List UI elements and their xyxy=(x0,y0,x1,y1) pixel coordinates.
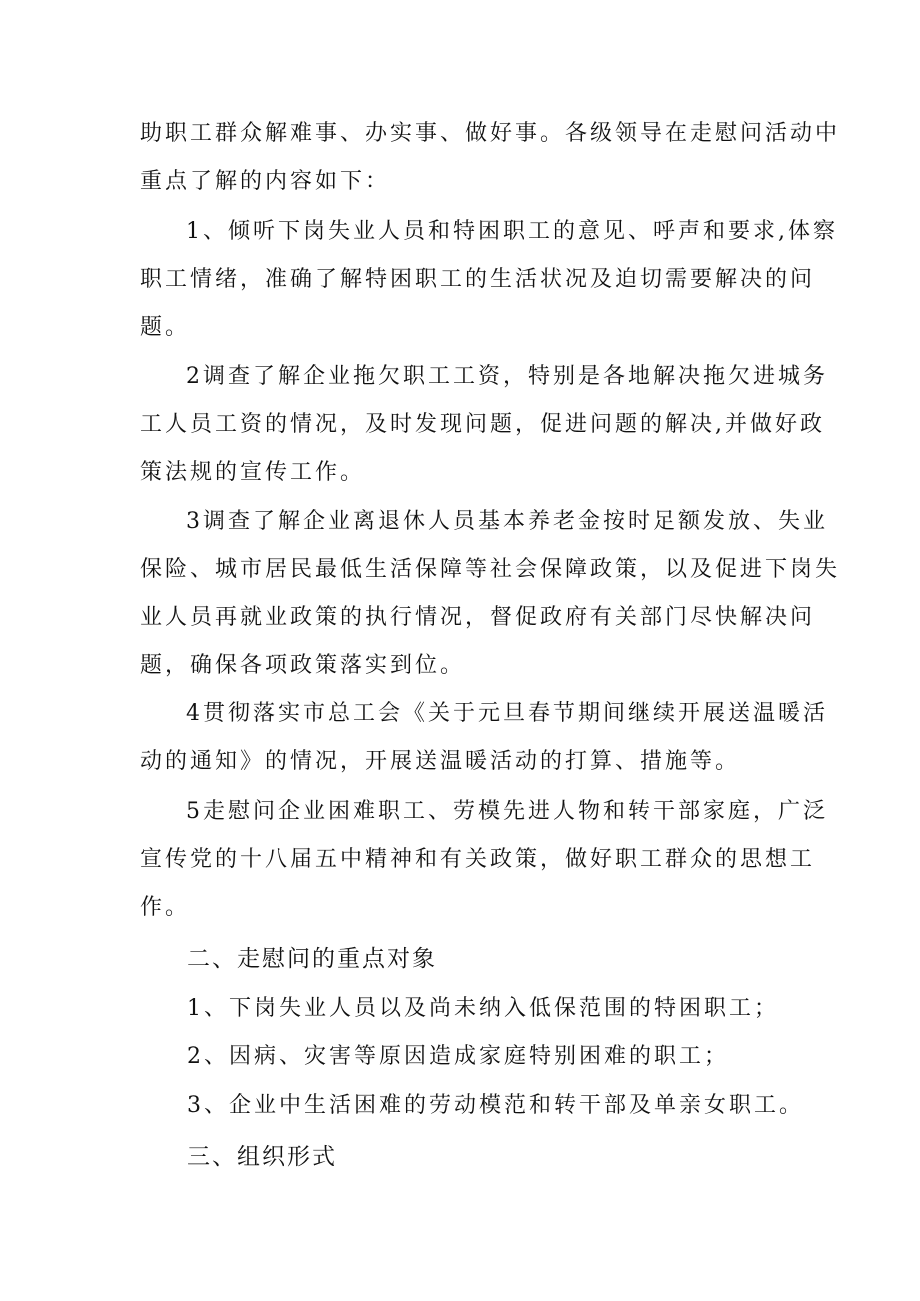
text-line: 职工情绪，准确了解特困职工的生活状况及迫切需要解决的问 xyxy=(140,267,816,292)
text-line: 作。 xyxy=(140,895,191,920)
text-line: 策法规的宣传工作。 xyxy=(140,460,366,485)
list-item: 1、下岗失业人员以及尚未纳入低保范围的特困职工； xyxy=(187,996,779,1021)
text-line: 3调查了解企业离退休人员基本养老金按时足额发放、失业 xyxy=(186,509,828,534)
text-line: 重点了解的内容如下： xyxy=(140,169,391,194)
paragraph-item-1 xyxy=(140,208,838,352)
list-item: 2、因病、灾害等原因造成家庭特别困难的职工； xyxy=(187,1044,729,1069)
list-item: 3、企业中生活困难的劳动模范和转干部及单亲女职工。 xyxy=(187,1093,804,1118)
text-line: 题。 xyxy=(140,315,191,340)
paragraph-item-5 xyxy=(140,788,828,932)
text-line: 助职工群众解难事、办实事、做好事。各级领导在走慰问活动中 xyxy=(140,121,841,146)
section-heading-key-targets: 二、走慰问的重点对象 xyxy=(187,946,437,972)
paragraph-item-2 xyxy=(140,353,828,497)
text-line: 业人员再就业政策的执行情况，督促政府有关部门尽快解决问 xyxy=(140,605,816,630)
paragraph-item-4 xyxy=(140,690,828,786)
text-line: 题，确保各项政策落实到位。 xyxy=(140,653,466,678)
text-line: 工人员工资的情况，及时发现问题，促进问题的解决,并做好政 xyxy=(140,412,825,437)
text-line: 2调查了解企业拖欠职工工资，特别是各地解决拖欠进城务 xyxy=(186,364,828,389)
text-line: 宣传党的十八届五中精神和有关政策，做好职工群众的思想工 xyxy=(140,847,816,872)
text-line: 4贯彻落实市总工会《关于元旦春节期间继续开展送温暖活 xyxy=(186,701,828,726)
text-line: 保险、城市居民最低生活保障等社会保障政策，以及促进下岗失 xyxy=(140,557,841,582)
text-line: 动的通知》的情况，开展送温暖活动的打算、措施等。 xyxy=(140,749,741,774)
text-line: 5走慰问企业困难职工、劳模先进人物和转干部家庭，广泛 xyxy=(186,799,828,824)
paragraph-intro xyxy=(140,110,841,206)
text-line: 1、倾听下岗失业人员和特困职工的意见、呼声和要求,体察 xyxy=(186,219,838,244)
section-heading-organization: 三、组织形式 xyxy=(187,1144,337,1170)
paragraph-item-3 xyxy=(140,498,841,690)
